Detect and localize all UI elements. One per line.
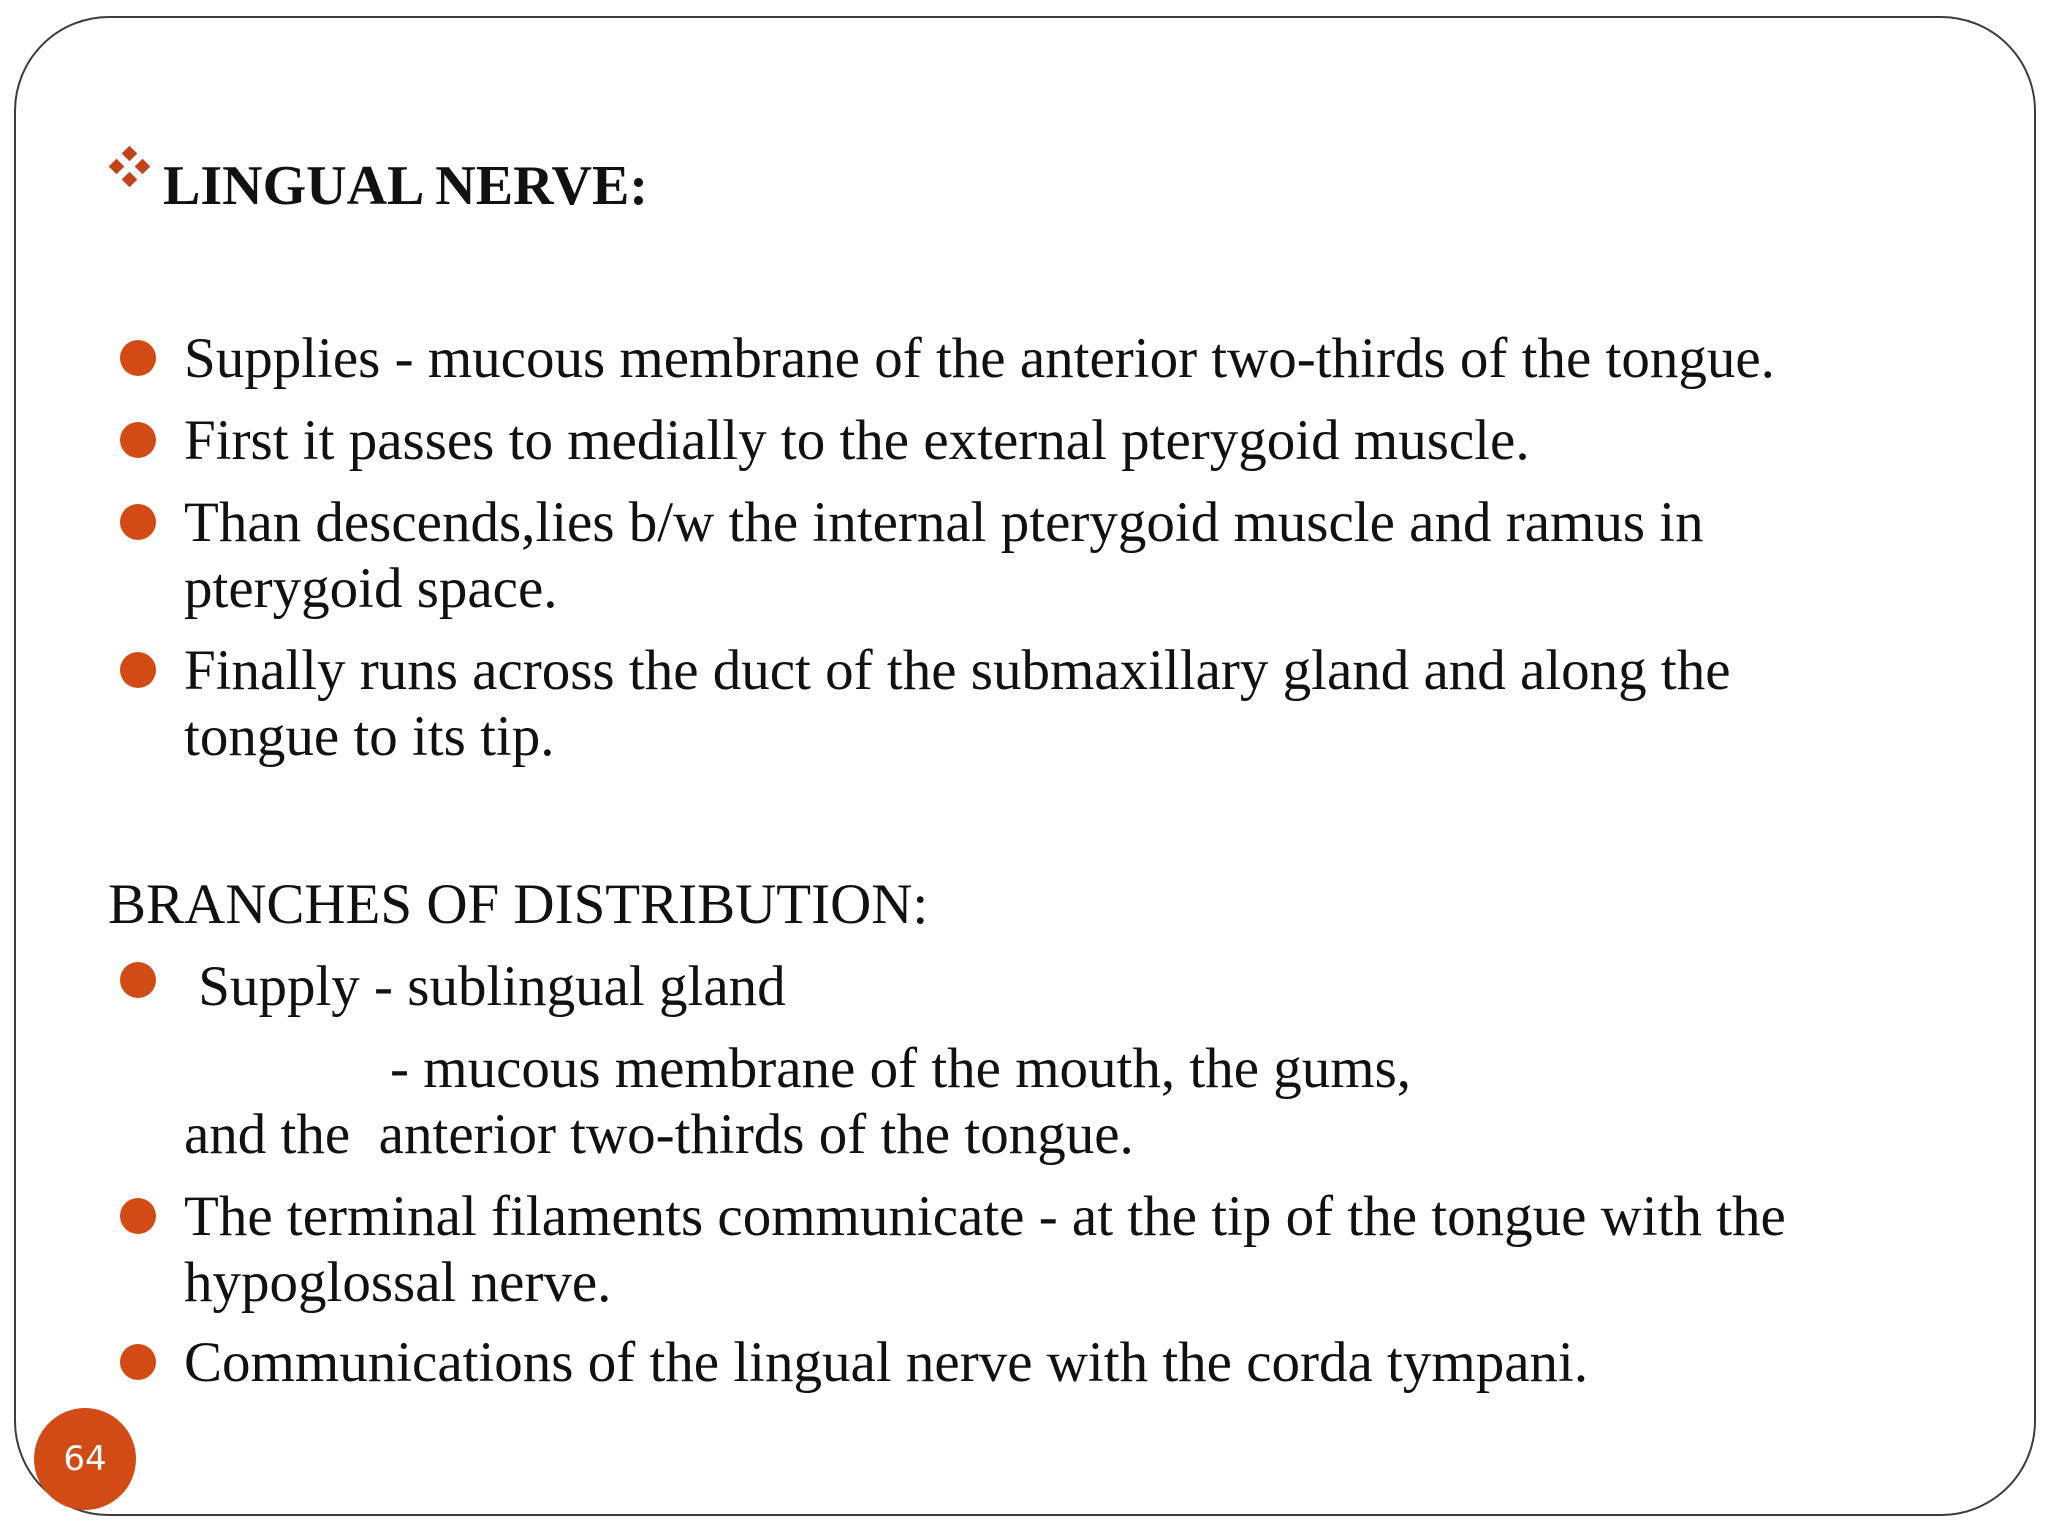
page-number: 64: [63, 1439, 107, 1479]
bullet-text: Than descends,lies b/w the internal pterygoid muscle and ramus in: [184, 491, 1704, 554]
bullet-text-continuation: pterygoid space.: [184, 557, 558, 620]
bullet-text: Supply - sublingual gland: [184, 955, 786, 1018]
slide-title: [111, 148, 648, 221]
bullet-text-continuation: hypoglossal nerve.: [184, 1251, 612, 1314]
bullet-text-continuation: and the anterior two-thirds of the tongue.: [184, 1103, 1134, 1166]
bullet-text: Communications of the lingual nerve with the corda tympani.: [184, 1331, 1589, 1394]
bullet-dot-icon: [120, 652, 156, 688]
slide-content: [16, 18, 2034, 1514]
bullet-dot-icon: [120, 422, 156, 458]
slide-title-text: LINGUAL NERVE:: [163, 155, 648, 217]
slide-frame: [14, 16, 2036, 1516]
bullet-text: The terminal filaments communicate - at the tip of the tongue with the: [184, 1185, 1786, 1248]
bullet-text: Supplies - mucous membrane of the anterior two-thirds of the tongue.: [184, 327, 1775, 390]
bullet-text-continuation: tongue to its tip.: [184, 705, 555, 768]
bullet-dot-icon: [120, 1198, 156, 1234]
four-diamond-icon: [111, 148, 149, 186]
bullet-dot-icon: [120, 504, 156, 540]
bullet-text: First it passes to medially to the external pterygoid muscle.: [184, 409, 1530, 472]
bullet-dot-icon: [120, 962, 156, 998]
bullet-dot-icon: [120, 340, 156, 376]
section-subheading: BRANCHES OF DISTRIBUTION:: [108, 873, 929, 936]
bullet-text: Finally runs across the duct of the submaxillary gland and along the: [184, 639, 1731, 702]
bullet-text-continuation: - mucous membrane of the mouth, the gums,: [390, 1037, 1412, 1100]
page-number-badge: [34, 1408, 136, 1510]
bullet-dot-icon: [120, 1344, 156, 1380]
